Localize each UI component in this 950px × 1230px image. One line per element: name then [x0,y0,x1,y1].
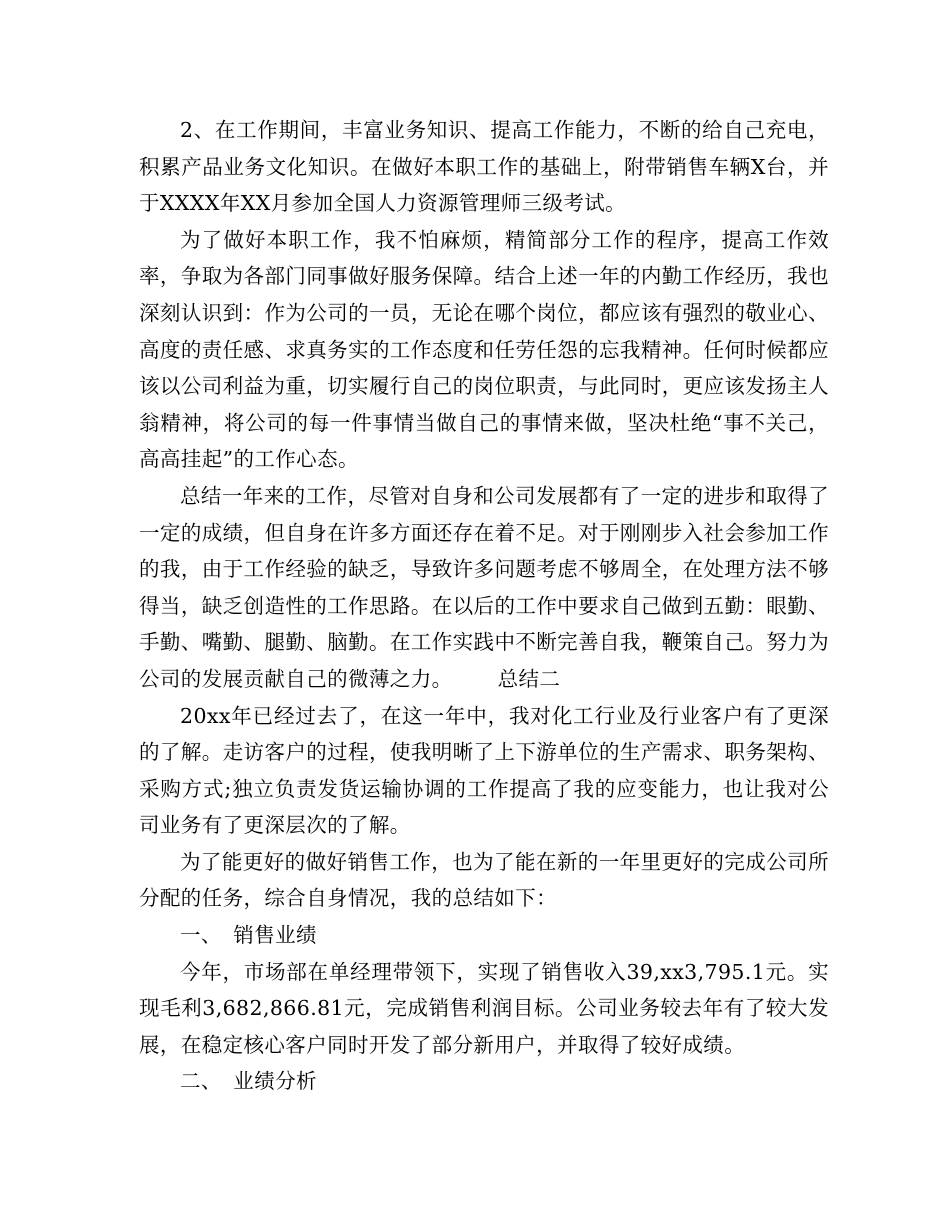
paragraph-1: 2、在工作期间，丰富业务知识、提高工作能力，不断的给自己充电，积累产品业务文化知识。在做好本职工作的基础上，附带销售车辆X台，并于XXXX年XX月参加全国人力资源管理师三级考试。 [139,118,829,216]
document-body [139,112,829,1100]
paragraph-6: 今年，市场部在单经理带领下，实现了销售收入39,xx3,795.1元。实现毛利3,682,866.81元，完成销售利润目标。公司业务较去年有了较大发展，在稳定核心客户同时开发了部分新用户，并取得了较好成绩。 [139,959,829,1057]
paragraph-5: 为了能更好的做好销售工作，也为了能在新的一年里更好的完成公司所分配的任务，综合自身情况，我的总结如下： [139,849,829,911]
section-heading-1-title: 销售业绩 [233,923,317,948]
section-heading-1-number: 一、 [180,923,222,948]
paragraph-4: 20xx年已经过去了，在这一年中，我对化工行业及行业客户有了更深的了解。走访客户的过程，使我明晰了上下游单位的生产需求、职务架构、采购方式;独立负责发货运输协调的工作提高了我的应变能力，也让我对公司业务有了更深层次的了解。 [139,703,829,838]
paragraph-3 [139,478,829,698]
section-heading-2-number: 二、 [180,1069,222,1094]
section-heading-2 [139,1063,829,1100]
section-heading-1 [139,917,829,954]
section-heading-2-title: 业绩分析 [233,1069,317,1094]
section-marker: 总结二 [497,666,561,691]
paragraph-2: 为了做好本职工作，我不怕麻烦，精简部分工作的程序，提高工作效率，争取为各部门同事做好服务保障。结合上述一年的内勤工作经历，我也深刻认识到：作为公司的一员，无论在哪个岗位，都应该有强烈的敬业心、高度的责任感、求真务实的工作态度和任劳任怨的忘我精神。任何时候都应该以公司利益为重，切实履行自己的岗位职责，与此同时，更应该发扬主人翁精神，将公司的每一件事情当做自己的事情来做，坚决杜绝“事不关己，高高挂起”的工作心态。 [139,227,829,472]
paragraph-3-text: 总结一年来的工作，尽管对自身和公司发展都有了一定的进步和取得了一定的成绩，但自身在许多方面还存在着不足。对于刚刚步入社会参加工作的我，由于工作经验的缺乏，导致许多问题考虑不够周全，在处理方法不够得当，缺乏创造性的工作思路。在以后的工作中要求自己做到五勤：眼勤、手勤、嘴勤、腿勤、脑勤。在工作实践中不断完善自我，鞭策自己。努力为公司的发展贡献自己的微薄之力。 [139,483,829,691]
